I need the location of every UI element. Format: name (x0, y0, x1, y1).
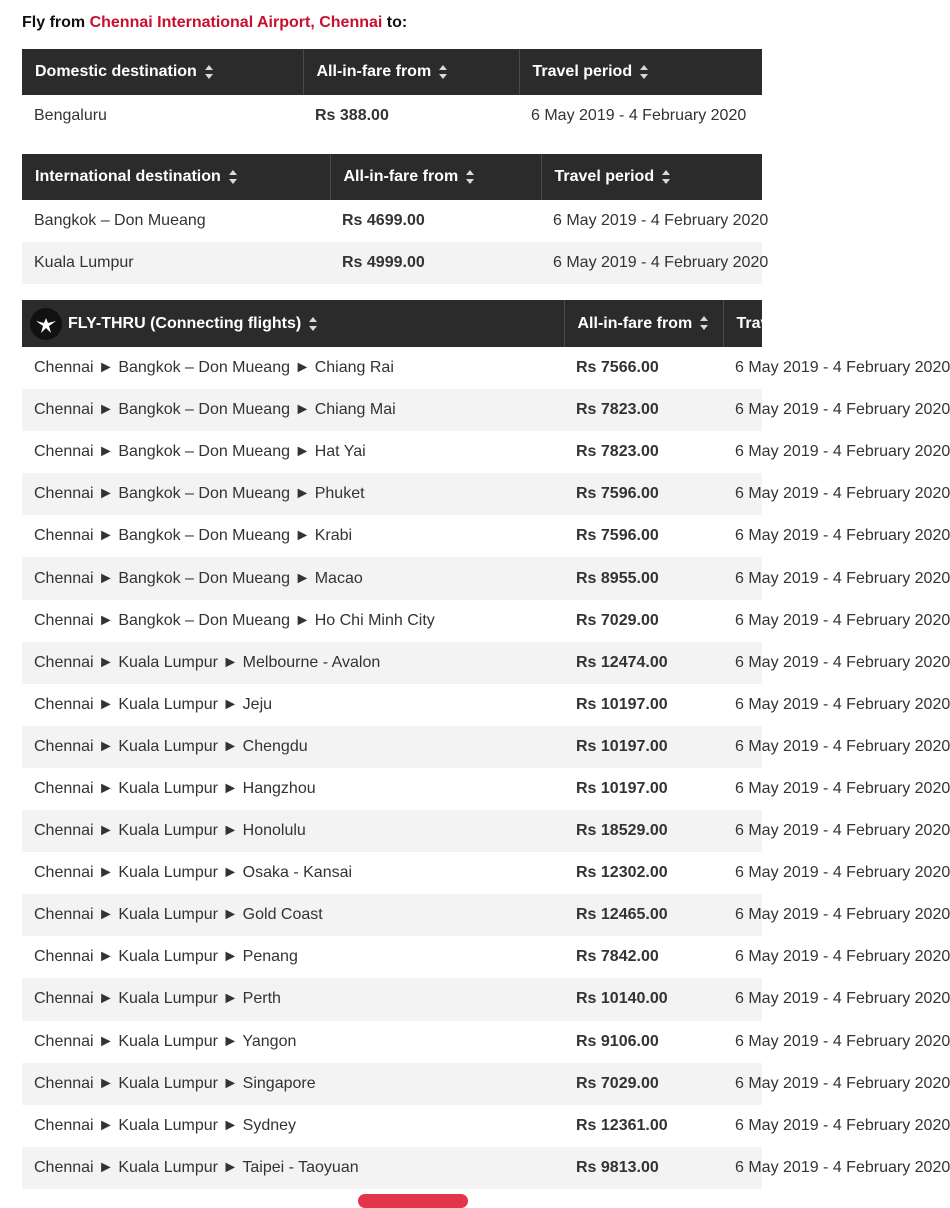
fare-cell: Rs 10197.00 (564, 684, 723, 726)
table-row (22, 894, 762, 936)
table-row (22, 347, 762, 389)
domestic-destinations-table (22, 49, 762, 137)
table-row (22, 768, 762, 810)
fly-thru-logo-icon (30, 308, 62, 340)
fare-cell: Rs 7823.00 (564, 431, 723, 473)
destination-cell: Kuala Lumpur (22, 242, 330, 284)
travel-period-cell: 6 May 2019 - 4 February 2020 (723, 347, 762, 389)
route-cell: Chennai ► Bangkok – Don Mueang ► Chiang Mai (22, 389, 564, 431)
table-row (22, 200, 762, 242)
route-cell: Chennai ► Kuala Lumpur ► Melbourne - Avalon (22, 642, 564, 684)
fare-cell: Rs 7029.00 (564, 600, 723, 642)
route-cell: Chennai ► Kuala Lumpur ► Chengdu (22, 726, 564, 768)
travel-period-cell: 6 May 2019 - 4 February 2020 (723, 726, 762, 768)
travel-period-cell: 6 May 2019 - 4 February 2020 (541, 242, 762, 284)
table-row (22, 431, 762, 473)
fare-cell: Rs 4699.00 (330, 200, 541, 242)
sort-icon[interactable] (640, 64, 648, 80)
route-cell: Chennai ► Kuala Lumpur ► Sydney (22, 1105, 564, 1147)
table-row (22, 389, 762, 431)
fare-cell: Rs 10197.00 (564, 768, 723, 810)
sort-icon[interactable] (466, 169, 474, 185)
fare-cell: Rs 12361.00 (564, 1105, 723, 1147)
route-cell: Chennai ► Kuala Lumpur ► Yangon (22, 1021, 564, 1063)
table-row (22, 242, 762, 284)
route-cell: Chennai ► Bangkok – Don Mueang ► Phuket (22, 473, 564, 515)
table-row (22, 515, 762, 557)
fare-cell: Rs 12465.00 (564, 894, 723, 936)
travel-period-cell: 6 May 2019 - 4 February 2020 (723, 978, 762, 1020)
table-row (22, 810, 762, 852)
fare-cell: Rs 7566.00 (564, 347, 723, 389)
fare-cell: Rs 10197.00 (564, 726, 723, 768)
fare-cell: Rs 10140.00 (564, 978, 723, 1020)
route-cell: Chennai ► Kuala Lumpur ► Singapore (22, 1063, 564, 1105)
route-cell: Chennai ► Bangkok – Don Mueang ► Krabi (22, 515, 564, 557)
route-cell: Chennai ► Bangkok – Don Mueang ► Hat Yai (22, 431, 564, 473)
travel-period-cell: 6 May 2019 - 4 February 2020 (723, 1105, 762, 1147)
table-row (22, 684, 762, 726)
table-row (22, 1063, 762, 1105)
international-destinations-table (22, 154, 769, 284)
travel-period-cell: 6 May 2019 - 4 February 2020 (541, 200, 762, 242)
travel-period-cell: 6 May 2019 - 4 February 2020 (723, 684, 762, 726)
destination-cell: Bengaluru (22, 95, 303, 137)
column-header-travel-period[interactable]: Travel period (541, 154, 762, 200)
travel-period-cell: 6 May 2019 - 4 February 2020 (723, 936, 762, 978)
travel-period-cell: 6 May 2019 - 4 February 2020 (723, 1147, 762, 1189)
table-row (22, 936, 762, 978)
heading-suffix: to: (386, 14, 408, 31)
route-cell: Chennai ► Bangkok – Don Mueang ► Chiang Rai (22, 347, 564, 389)
travel-period-cell: 6 May 2019 - 4 February 2020 (723, 1021, 762, 1063)
fare-cell: Rs 18529.00 (564, 810, 723, 852)
travel-period-cell: 6 May 2019 - 4 February 2020 (723, 852, 762, 894)
table-row (22, 473, 762, 515)
fare-cell: Rs 7842.00 (564, 936, 723, 978)
route-cell: Chennai ► Bangkok – Don Mueang ► Macao (22, 557, 564, 599)
route-cell: Chennai ► Kuala Lumpur ► Hangzhou (22, 768, 564, 810)
travel-period-cell: 6 May 2019 - 4 February 2020 (723, 431, 762, 473)
sort-icon[interactable] (229, 169, 237, 185)
table-row (22, 1021, 762, 1063)
column-header-travel-period[interactable]: Travel period (723, 300, 762, 347)
table-row (22, 95, 762, 137)
fare-cell: Rs 7823.00 (564, 389, 723, 431)
fare-cell: Rs 9106.00 (564, 1021, 723, 1063)
column-header-travel-period[interactable]: Travel period (519, 49, 762, 95)
route-cell: Chennai ► Kuala Lumpur ► Honolulu (22, 810, 564, 852)
table-row (22, 557, 762, 599)
fly-thru-table (22, 300, 950, 1189)
route-cell: Chennai ► Kuala Lumpur ► Jeju (22, 684, 564, 726)
travel-period-cell: 6 May 2019 - 4 February 2020 (723, 810, 762, 852)
fare-cell: Rs 4999.00 (330, 242, 541, 284)
travel-period-cell: 6 May 2019 - 4 February 2020 (519, 95, 762, 137)
travel-period-cell: 6 May 2019 - 4 February 2020 (723, 894, 762, 936)
table-row (22, 726, 762, 768)
route-cell: Chennai ► Bangkok – Don Mueang ► Ho Chi Minh City (22, 600, 564, 642)
heading-prefix: Fly from (22, 14, 86, 31)
origin-airport-link[interactable]: Chennai International Airport, Chennai (89, 14, 383, 31)
fare-cell: Rs 7596.00 (564, 515, 723, 557)
route-cell: Chennai ► Kuala Lumpur ► Osaka - Kansai (22, 852, 564, 894)
sort-icon[interactable] (205, 64, 213, 80)
destination-cell: Bangkok – Don Mueang (22, 200, 330, 242)
column-header-fly-thru[interactable]: FLY-THRU (Connecting flights) (22, 300, 564, 347)
route-cell: Chennai ► Kuala Lumpur ► Perth (22, 978, 564, 1020)
sort-icon[interactable] (439, 64, 447, 80)
table-row (22, 600, 762, 642)
fare-cell: Rs 8955.00 (564, 557, 723, 599)
column-header-fare[interactable]: All-in-fare from (330, 154, 541, 200)
fare-cell: Rs 12474.00 (564, 642, 723, 684)
travel-period-cell: 6 May 2019 - 4 February 2020 (723, 389, 762, 431)
table-row (22, 642, 762, 684)
travel-period-cell: 6 May 2019 - 4 February 2020 (723, 557, 762, 599)
travel-period-cell: 6 May 2019 - 4 February 2020 (723, 642, 762, 684)
travel-period-cell: 6 May 2019 - 4 February 2020 (723, 473, 762, 515)
route-cell: Chennai ► Kuala Lumpur ► Gold Coast (22, 894, 564, 936)
column-header-fare[interactable]: All-in-fare from (564, 300, 723, 347)
fare-cell: Rs 388.00 (303, 95, 519, 137)
table-row (22, 1147, 762, 1189)
book-now-button-partial[interactable] (358, 1194, 468, 1208)
fare-cell: Rs 9813.00 (564, 1147, 723, 1189)
table-row (22, 852, 762, 894)
travel-period-cell: 6 May 2019 - 4 February 2020 (723, 1063, 762, 1105)
column-header-fare[interactable]: All-in-fare from (303, 49, 519, 95)
column-header-international-destination[interactable]: International destination (22, 154, 330, 200)
travel-period-cell: 6 May 2019 - 4 February 2020 (723, 515, 762, 557)
sort-icon[interactable] (662, 169, 670, 185)
page-heading (22, 14, 407, 32)
sort-icon[interactable] (309, 316, 317, 332)
travel-period-cell: 6 May 2019 - 4 February 2020 (723, 600, 762, 642)
fare-cell: Rs 12302.00 (564, 852, 723, 894)
travel-period-cell: 6 May 2019 - 4 February 2020 (723, 768, 762, 810)
column-header-domestic-destination[interactable]: Domestic destination (22, 49, 303, 95)
table-row (22, 1105, 762, 1147)
fare-cell: Rs 7596.00 (564, 473, 723, 515)
sort-icon[interactable] (700, 315, 708, 331)
route-cell: Chennai ► Kuala Lumpur ► Penang (22, 936, 564, 978)
table-row (22, 978, 762, 1020)
fare-cell: Rs 7029.00 (564, 1063, 723, 1105)
route-cell: Chennai ► Kuala Lumpur ► Taipei - Taoyuan (22, 1147, 564, 1189)
